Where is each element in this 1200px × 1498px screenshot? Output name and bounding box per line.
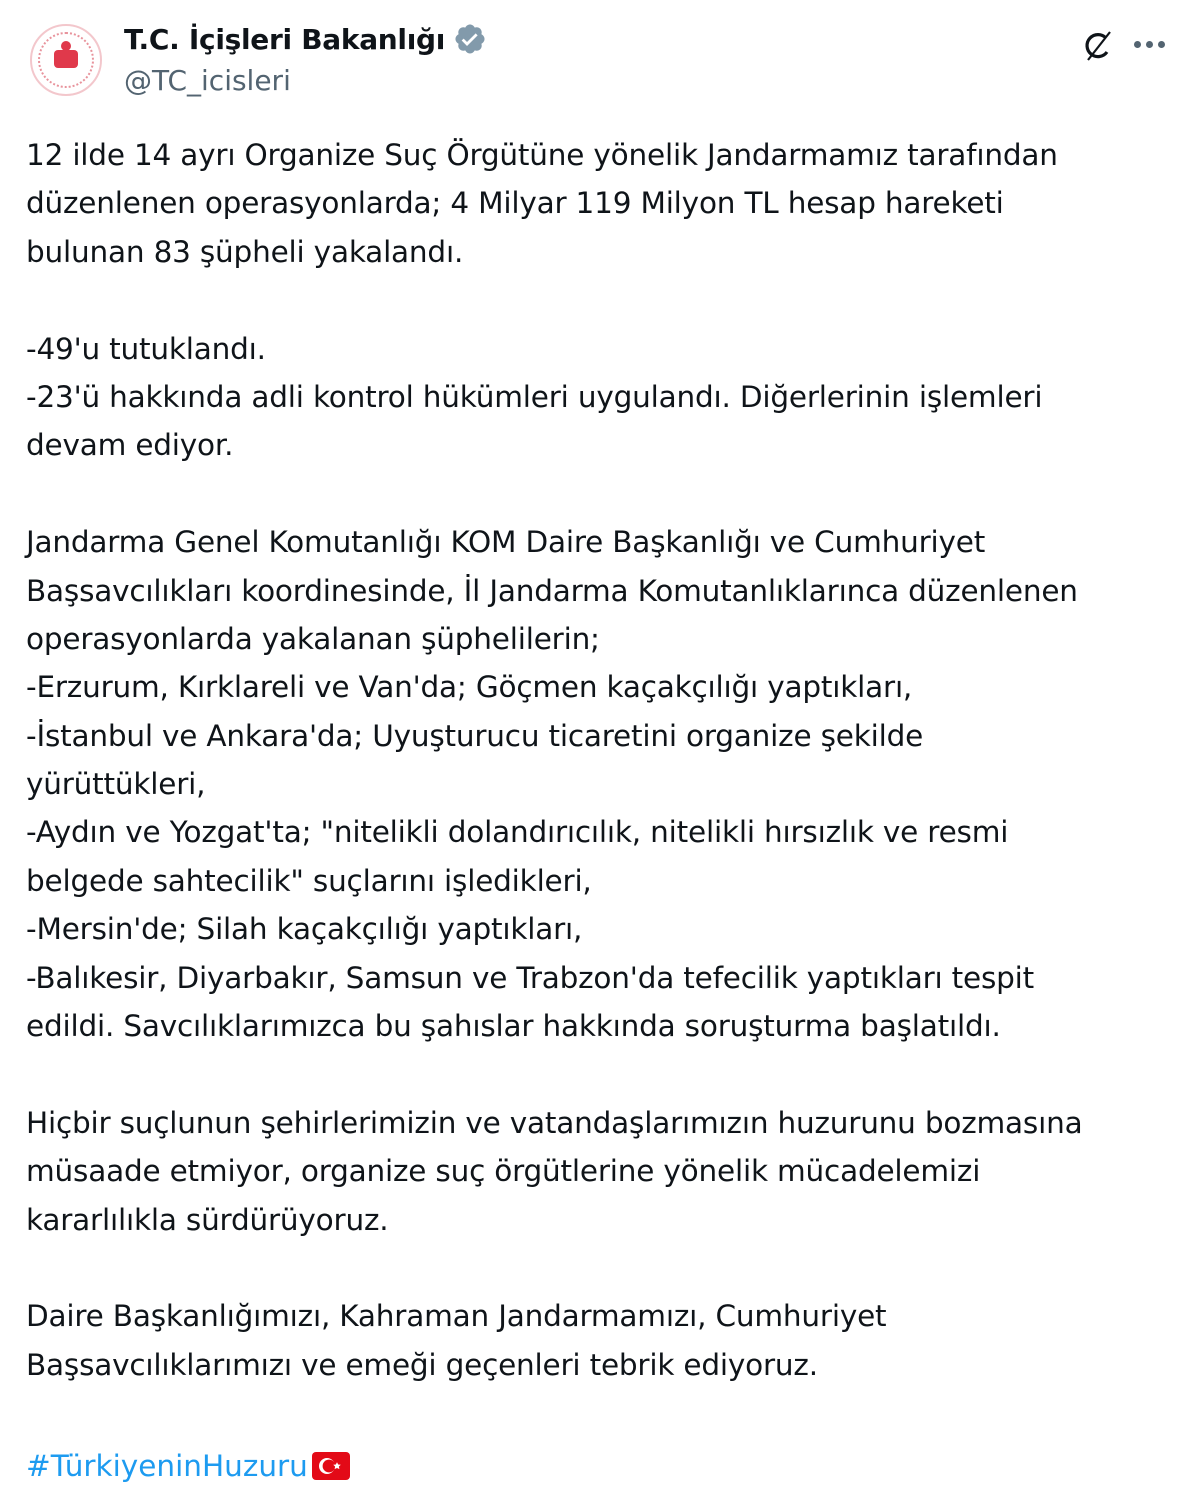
paragraph-gap <box>26 276 1186 324</box>
verified-badge-icon <box>453 22 487 56</box>
author-handle[interactable]: @TC_icisleri <box>124 64 291 97</box>
text-line: -49'u tutuklandı. <box>26 331 266 366</box>
hashtag-link[interactable]: #TürkiyeninHuzuru <box>26 1449 308 1483</box>
more-dot-icon <box>1146 41 1153 48</box>
paragraph-gap <box>26 1244 1186 1292</box>
text-line: Başsavcılıkları koordinesinde, İl Jandarma Komutanlıklarınca düzenlenen <box>26 573 1078 608</box>
emblem-icon <box>54 50 78 68</box>
paragraph-gap <box>26 1050 1186 1098</box>
text-line: Hiçbir suçlunun şehirlerimizin ve vatandaşlarımızın huzurunu bozmasına <box>26 1105 1083 1140</box>
text-line: -Erzurum, Kırklareli ve Van'da; Göçmen kaçakçılığı yaptıkları, <box>26 670 913 705</box>
text-line: kararlılıkla sürdürüyoruz. <box>26 1202 389 1237</box>
more-dot-icon <box>1134 41 1141 48</box>
more-dot-icon <box>1158 41 1165 48</box>
paragraph-gap <box>26 470 1186 518</box>
tweet-text <box>26 131 1186 1389</box>
text-line: devam ediyor. <box>26 428 234 463</box>
text-line: -İstanbul ve Ankara'da; Uyuşturucu ticaretini organize şekilde <box>26 718 924 753</box>
text-line: belgede sahtecilik" suçlarını işledikleri, <box>26 863 592 898</box>
grok-icon[interactable] <box>1078 26 1118 66</box>
text-line: düzenlenen operasyonlarda; 4 Milyar 119 Milyon TL hesap hareketi <box>26 186 1004 221</box>
text-line: yürüttükleri, <box>26 767 206 802</box>
text-line: Jandarma Genel Komutanlığı KOM Daire Başkanlığı ve Cumhuriyet <box>26 525 986 560</box>
text-line: Başsavcılıklarımızı ve emeği geçenleri tebrik ediyoruz. <box>26 1347 818 1382</box>
avatar[interactable] <box>30 24 102 96</box>
turkey-flag-icon <box>312 1452 350 1480</box>
name-row <box>124 22 487 56</box>
text-line: -Balıkesir, Diyarbakır, Samsun ve Trabzon'da tefecilik yaptıkları tespit <box>26 960 1035 995</box>
text-line: müsaade etmiyor, organize suç örgütlerine yönelik mücadelemizi <box>26 1154 981 1189</box>
text-line: edildi. Savcılıklarımızca bu şahıslar hakkında soruşturma başlatıldı. <box>26 1009 1001 1044</box>
text-line: 12 ilde 14 ayrı Organize Suç Örgütüne yönelik Jandarmamız tarafından <box>26 138 1058 172</box>
text-line: operasyonlarda yakalanan şüphelilerin; <box>26 621 600 656</box>
display-name[interactable]: T.C. İçişleri Bakanlığı <box>124 22 446 56</box>
text-line: -Aydın ve Yozgat'ta; "nitelikli dolandırıcılık, nitelikli hırsızlık ve resmi <box>26 815 1009 850</box>
text-line: Daire Başkanlığımızı, Kahraman Jandarmamızı, Cumhuriyet <box>26 1299 887 1334</box>
text-line: bulunan 83 şüpheli yakalandı. <box>26 234 464 269</box>
hashtag-row <box>26 1442 350 1490</box>
more-options-button[interactable] <box>1134 34 1168 54</box>
text-line: -Mersin'de; Silah kaçakçılığı yaptıkları, <box>26 912 583 947</box>
text-line: -23'ü hakkında adli kontrol hükümleri uygulandı. Diğerlerinin işlemleri <box>26 379 1043 414</box>
